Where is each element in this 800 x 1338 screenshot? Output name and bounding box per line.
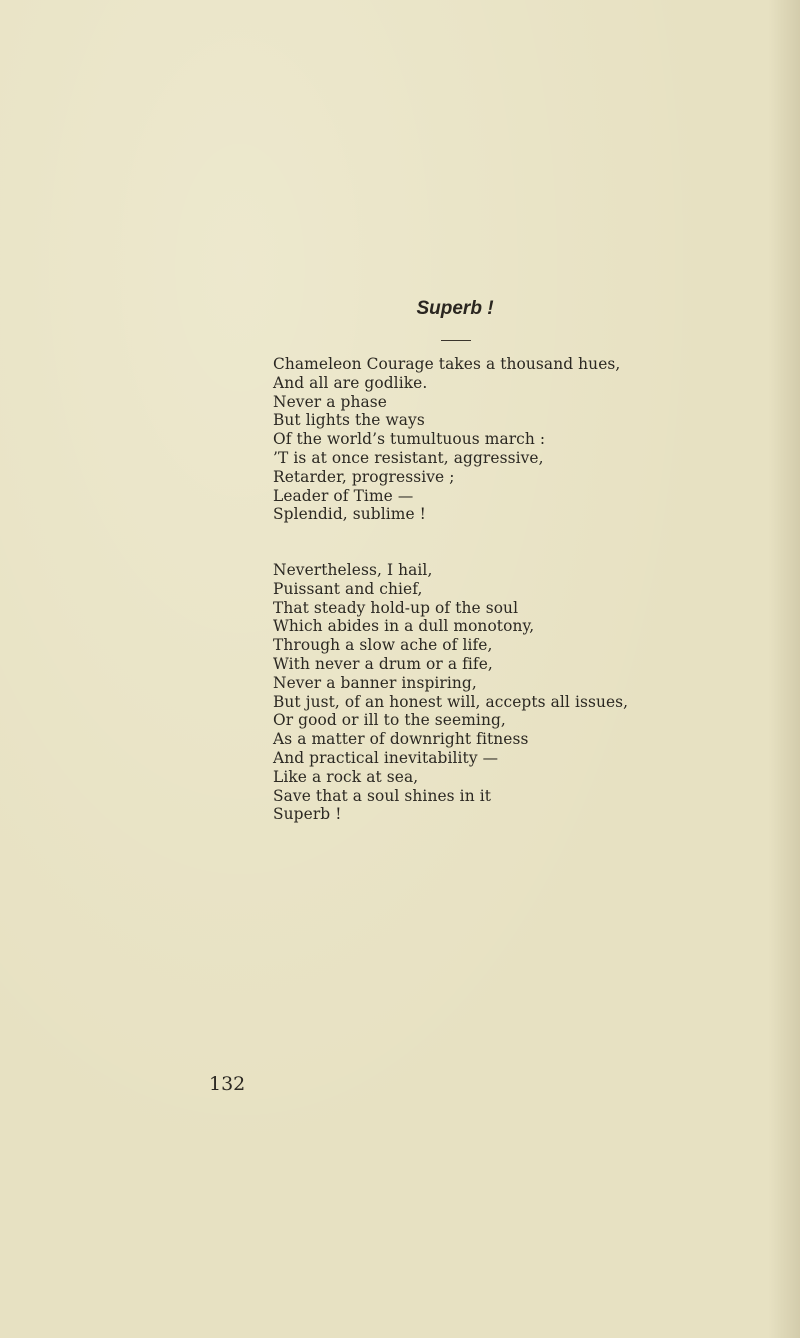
stanza-1 bbox=[273, 355, 620, 524]
poem-line: And practical inevitability — bbox=[273, 748, 499, 767]
stanza-2 bbox=[273, 561, 628, 824]
poem-line: Or good or ill to the seeming, bbox=[273, 711, 506, 730]
poem-line: Never a phase bbox=[273, 392, 387, 411]
poem-line: Like a rock at sea, bbox=[273, 767, 419, 786]
poem-line: Never a banner inspiring, bbox=[273, 673, 477, 692]
poem-line: With never a drum or a fife, bbox=[273, 654, 493, 673]
poem-line: But lights the ways bbox=[273, 411, 425, 430]
poem-line: As a matter of downright fitness bbox=[273, 730, 529, 749]
poem-line: Save that a soul shines in it bbox=[273, 786, 492, 805]
poem-line: Retarder, progressive ; bbox=[273, 467, 455, 486]
poem-title: Superb ! bbox=[416, 298, 494, 319]
poem-line: Which abides in a dull monotony, bbox=[273, 617, 535, 636]
poem-line: Of the world’s tumultuous march : bbox=[273, 430, 546, 449]
poem-line: ’T is at once resistant, aggressive, bbox=[273, 448, 544, 467]
page-number: 132 bbox=[209, 1073, 246, 1095]
poem-line: But just, of an honest will, accepts all issues, bbox=[273, 692, 629, 711]
poem-line: Puissant and chief, bbox=[273, 579, 423, 598]
poem-line: And all are godlike. bbox=[273, 373, 428, 392]
poem-line: Chameleon Courage takes a thousand hues, bbox=[273, 355, 621, 373]
poem-line: Splendid, sublime ! bbox=[273, 505, 426, 524]
poem-line: Superb ! bbox=[273, 805, 342, 824]
poem-line: Nevertheless, I hail, bbox=[273, 561, 433, 579]
title-divider bbox=[441, 340, 471, 341]
poem-line: Through a slow ache of life, bbox=[273, 636, 493, 655]
poem-line: That steady hold-up of the soul bbox=[273, 598, 519, 617]
poem-line: Leader of Time — bbox=[273, 486, 414, 505]
